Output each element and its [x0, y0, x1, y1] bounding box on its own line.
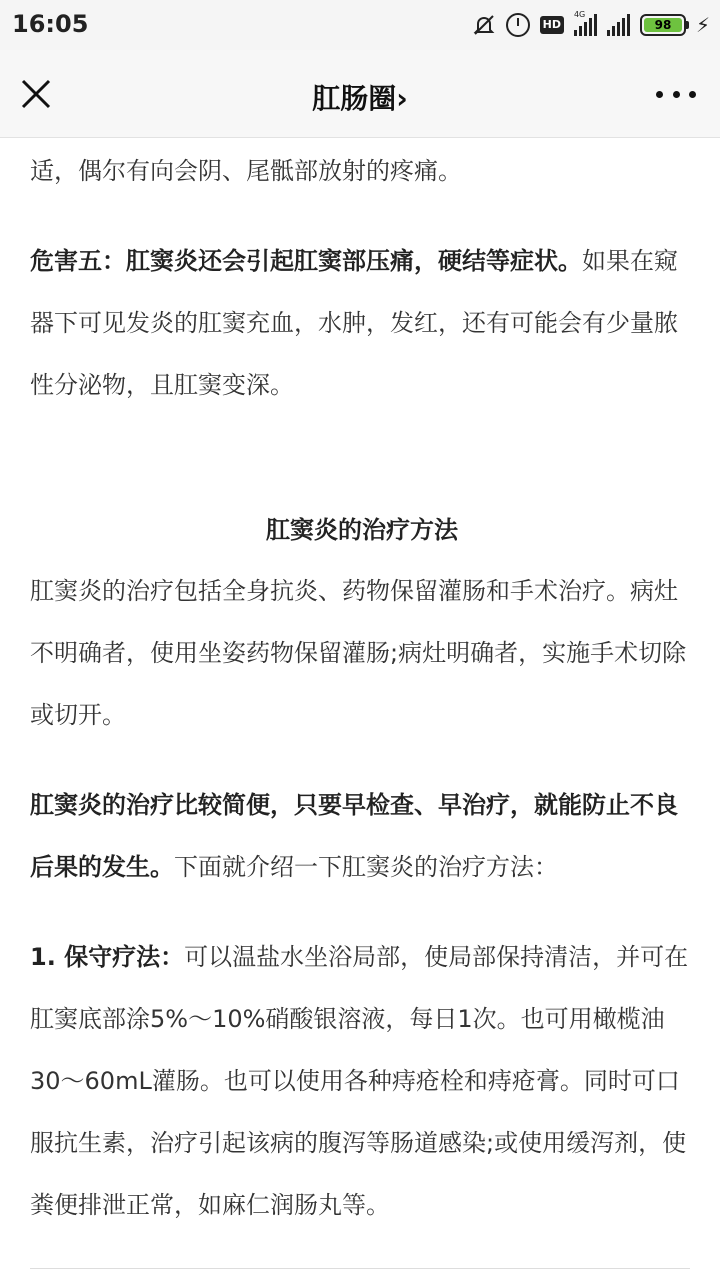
paragraph-text: 可以温盐水坐浴局部，使局部保持清洁，并可在肛窦底部涂5%～10%硝酸银溶液，每日1次。也可用橄榄油30～60mL灌肠。也可以使用各种痔疮栓和痔疮膏。同时可口服抗生素，治疗引起该病的腹泻等肠道感染;或使用缓泻剂，使粪便排泄正常，如麻仁润肠丸等。	[30, 943, 689, 1219]
paragraph	[30, 230, 694, 416]
section-heading: 肛窦炎的治疗方法	[266, 516, 458, 544]
alarm-icon	[506, 13, 530, 37]
more-dot-icon	[689, 91, 696, 98]
status-bar	[0, 0, 720, 50]
battery-icon	[640, 14, 686, 36]
divider	[30, 1268, 690, 1269]
signal-icon	[607, 14, 630, 36]
bold-lead: 肛窦炎的治疗比较简便，只要早检查、早治疗，就能防止不良后果的发生。	[30, 791, 678, 881]
status-icons	[472, 10, 710, 40]
more-dot-icon	[656, 91, 663, 98]
paragraph-text: 如果在窥器下可见发炎的肛窦充血，水肿，发红，还有可能会有少量脓性分泌物，且肛窦变深。	[30, 247, 678, 399]
status-time: 16:05	[12, 10, 89, 38]
more-dot-icon	[673, 91, 680, 98]
article-content	[30, 140, 694, 1236]
paragraph: 适，偶尔有向会阴、尾骶部放射的疼痛。	[30, 157, 462, 185]
bold-lead: 1. 保守疗法：	[30, 943, 185, 971]
hd-icon: HD	[540, 16, 564, 34]
page-title: 肛肠圈	[312, 82, 397, 115]
chevron-right-icon: ›	[396, 82, 408, 115]
paragraph	[30, 774, 694, 898]
battery-level: 98	[644, 18, 682, 32]
signal-icon	[573, 10, 597, 36]
bell-muted-icon	[472, 13, 496, 37]
charging-icon: ⚡	[695, 13, 710, 37]
paragraph	[30, 926, 694, 1236]
nav-bar	[0, 50, 720, 138]
network-type-label: 4G	[573, 10, 586, 19]
paragraph: 肛窦炎的治疗包括全身抗炎、药物保留灌肠和手术治疗。病灶不明确者，使用坐姿药物保留灌肠;病灶明确者，实施手术切除或切开。	[30, 577, 687, 729]
paragraph-text: 下面就介绍一下肛窦炎的治疗方法：	[174, 853, 558, 881]
more-options-button[interactable]	[656, 80, 696, 108]
page-title-link[interactable]	[0, 77, 720, 117]
bold-lead: 危害五：肛窦炎还会引起肛窦部压痛，硬结等症状。	[30, 247, 582, 275]
